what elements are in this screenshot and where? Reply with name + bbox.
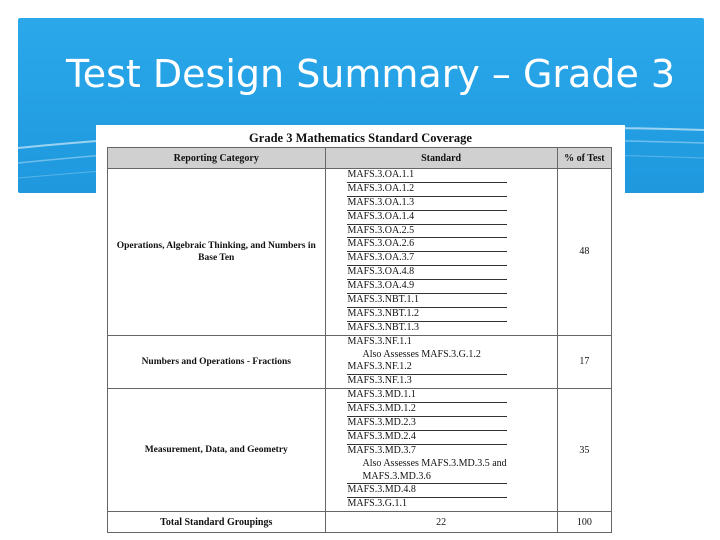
standards-cell (325, 169, 557, 336)
standard-code: MAFS.3.OA.4.8 (347, 266, 507, 280)
reporting-category-cell: Numbers and Operations - Fractions (108, 335, 326, 389)
percent-of-test-cell: 35 (557, 389, 611, 512)
header-reporting-category: Reporting Category (108, 148, 326, 169)
standard-code: MAFS.3.NBT.1.3 (347, 321, 419, 333)
standard-code: MAFS.3.NF.1.1 (347, 335, 412, 347)
standard-code: MAFS.3.NBT.1.2 (347, 308, 507, 322)
standard-code: MAFS.3.OA.3.7 (347, 252, 507, 266)
percent-of-test-cell: 48 (557, 169, 611, 336)
coverage-table (107, 147, 612, 533)
reporting-category-cell: Operations, Algebraic Thinking, and Numbers in Base Ten (108, 169, 326, 336)
standard-code: MAFS.3.MD.3.7 (347, 444, 416, 456)
standard-code: MAFS.3.MD.1.2 (347, 403, 507, 417)
table-row (108, 169, 612, 336)
reporting-category-cell: Measurement, Data, and Geometry (108, 389, 326, 512)
standard-code: MAFS.3.MD.2.3 (347, 417, 507, 431)
standard-code: MAFS.3.OA.1.1 (347, 169, 507, 183)
standard-code: MAFS.3.MD.1.1 (347, 389, 507, 403)
standard-note: Also Assesses MAFS.3.G.1.2 (362, 348, 481, 360)
standard-code: MAFS.3.NBT.1.1 (347, 294, 507, 308)
standard-note: Also Assesses MAFS.3.MD.3.5 and (362, 457, 507, 469)
standard-code: MAFS.3.G.1.1 (347, 498, 407, 510)
total-label: Total Standard Groupings (108, 512, 326, 533)
table-body (108, 169, 612, 533)
percent-of-test-cell: 17 (557, 335, 611, 389)
table-row (108, 389, 612, 512)
standard-code: MAFS.3.OA.2.5 (347, 225, 507, 239)
standard-code: MAFS.3.OA.1.4 (347, 211, 507, 225)
header-percent-of-test: % of Test (557, 148, 611, 169)
table-row (108, 335, 612, 389)
standard-code: MAFS.3.OA.2.6 (347, 238, 507, 252)
standard-code: MAFS.3.OA.1.2 (347, 183, 507, 197)
total-row (108, 512, 612, 533)
header-standard: Standard (325, 148, 557, 169)
total-standards-cell: 22 (325, 512, 557, 533)
slide-title: Test Design Summary – Grade 3 (66, 52, 676, 96)
standards-cell (325, 335, 557, 389)
standards-cell (325, 389, 557, 512)
standard-code: MAFS.3.MD.4.8 (347, 484, 507, 498)
standard-code: MAFS.3.OA.4.9 (347, 280, 507, 294)
standard-note: MAFS.3.MD.3.6 (347, 471, 507, 485)
total-percent-cell: 100 (557, 512, 611, 533)
standard-code: MAFS.3.MD.2.4 (347, 431, 507, 445)
standard-code: MAFS.3.NF.1.3 (347, 375, 412, 387)
table-header-row (108, 148, 612, 169)
table-caption: Grade 3 Mathematics Standard Coverage (249, 131, 472, 145)
standard-code: MAFS.3.NF.1.2 (347, 361, 507, 375)
standard-code: MAFS.3.OA.1.3 (347, 197, 507, 211)
